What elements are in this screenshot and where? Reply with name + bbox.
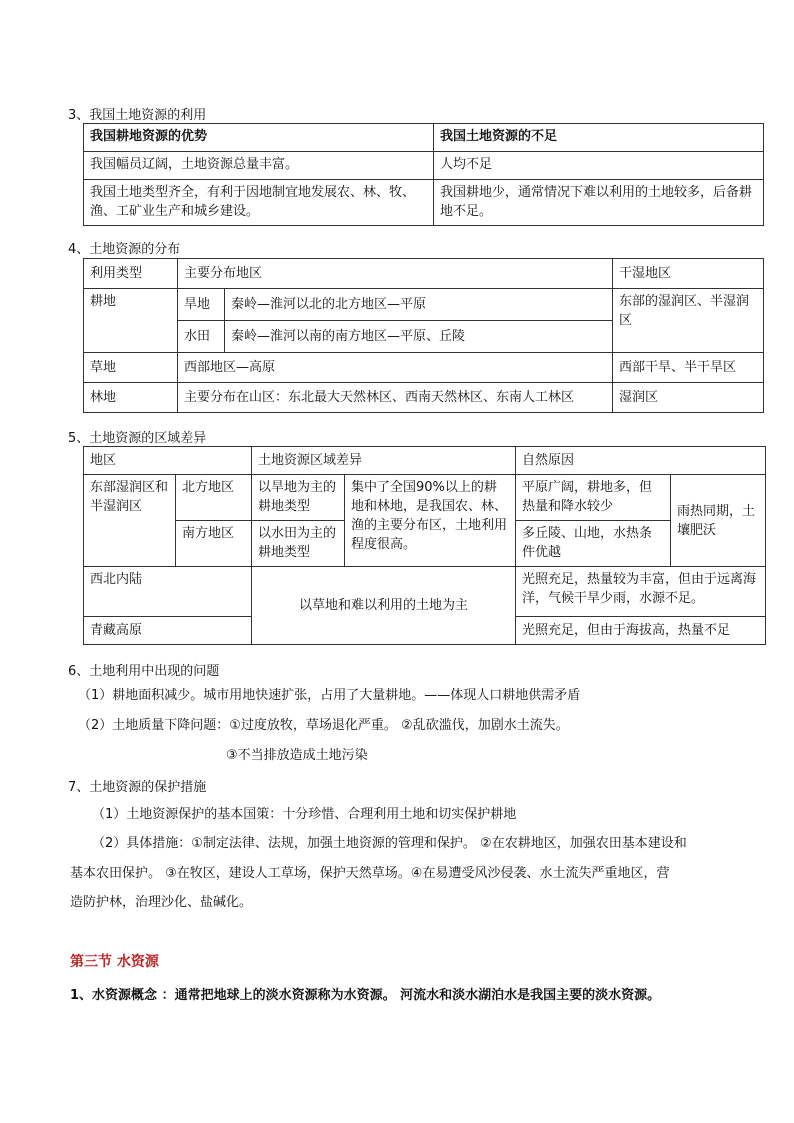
advantage-2: 我国土地类型齐全，有利于因地制宜地发展农、林、牧、渔、工矿业生产和城乡建设。: [84, 180, 434, 226]
shortage-1: 人均不足: [434, 152, 764, 180]
south-region: 南方地区: [176, 521, 252, 567]
north-land-type: 以旱地为主的耕地类型: [252, 475, 345, 521]
north-reason: 平原广阔，耕地多，但热量和降水较少: [516, 475, 671, 521]
west-land-difference: 以草地和难以利用的土地为主: [252, 567, 516, 645]
advantage-1: 我国幅员辽阔，土地资源总量丰富。: [84, 152, 434, 180]
shortage-2: 我国耕地少，通常情况下难以利用的土地较多，后备耕地不足。: [434, 180, 764, 226]
section5-heading: 5、土地资源的区域差异: [68, 431, 207, 446]
northwest-region: 西北内陆: [84, 567, 252, 617]
grassland-moisture: 西部干旱、半干旱区: [613, 353, 764, 383]
moisture-header: 干湿地区: [613, 259, 764, 289]
shortage-header: 我国土地资源的不足: [434, 124, 764, 152]
forest-label: 林地: [84, 383, 178, 413]
water-resource-concept: 1、水资源概念 ：通常把地球上的淡水资源称为水资源。 河流水和淡水湖泊水是我国主要的淡水资源。: [70, 988, 661, 1003]
east-region: 东部湿润区和半湿润区: [84, 475, 176, 567]
water-section-title: 第三节 水资源: [70, 954, 159, 970]
forest-area: 主要分布在山区：东北最大天然林区、西南天然林区、东南人工林区: [178, 383, 613, 413]
dryland-area: 秦岭—淮河以北的北方地区—平原: [225, 289, 613, 321]
type-header: 利用类型: [84, 259, 178, 289]
south-land-type: 以水田为主的耕地类型: [252, 521, 345, 567]
difference-header: 土地资源区域差异: [252, 447, 516, 475]
problem-1: （1）耕地面积减少。城市用地快速扩张，占用了大量耕地。——体现人口耕地供需矛盾: [78, 688, 581, 703]
east-shared-reason: 雨热同期，土壤肥沃: [671, 475, 766, 567]
protection-policy: （1）土地资源保护的基本国策：十分珍惜、合理利用土地和切实保护耕地: [92, 807, 517, 822]
region-header: 地区: [84, 447, 252, 475]
land-distribution-table: [83, 258, 764, 413]
advantage-header: 我国耕地资源的优势: [84, 124, 434, 152]
problem-2: （2）土地质量下降问题：①过度放牧，草场退化严重。 ②乱砍滥伐，加剧水土流失。: [78, 718, 569, 733]
protection-measures-1: （2）具体措施：①制定法律、法规，加强土地资源的管理和保护。 ②在农耕地区，加强农田基本建设和: [92, 836, 687, 851]
protection-measures-3: 造防护林，治理沙化、盐碱化。: [70, 895, 253, 910]
paddy-label: 水田: [178, 321, 225, 353]
grassland-label: 草地: [84, 353, 178, 383]
tibet-reason: 光照充足，但由于海拔高，热量不足: [516, 617, 766, 645]
forest-moisture: 湿润区: [613, 383, 764, 413]
south-reason: 多丘陵、山地，水热条件优越: [516, 521, 671, 567]
cropland-label: 耕地: [84, 289, 178, 353]
cropland-moisture: 东部的湿润区、半湿润区: [613, 289, 764, 353]
northwest-reason: 光照充足，热量较为丰富，但由于远离海洋，气候干旱少雨，水源不足。: [516, 567, 766, 617]
problem-3: ③不当排放造成土地污染: [226, 748, 368, 763]
section3-heading: 3、我国土地资源的利用: [68, 108, 207, 123]
north-region: 北方地区: [176, 475, 252, 521]
section7-heading: 7、土地资源的保护措施: [68, 780, 207, 795]
section6-heading: 6、土地利用中出现的问题: [68, 664, 220, 679]
area-header: 主要分布地区: [178, 259, 613, 289]
regional-difference-table: [83, 446, 766, 645]
grassland-area: 西部地区—高原: [178, 353, 613, 383]
section4-heading: 4、土地资源的分布: [68, 242, 181, 257]
land-use-table: [83, 123, 764, 226]
protection-measures-2: 基本农田保护。 ③在牧区，建设人工草场，保护天然草场。④在易遭受风沙侵袭、水土流失严重地区，营: [70, 866, 670, 881]
tibet-region: 青藏高原: [84, 617, 252, 645]
paddy-area: 秦岭—淮河以南的南方地区—平原、丘陵: [225, 321, 613, 353]
dryland-label: 旱地: [178, 289, 225, 321]
east-land-description: 集中了全国90%以上的耕地和林地，是我国农、林、渔的主要分布区，土地利用程度很高。: [345, 475, 516, 567]
reason-header: 自然原因: [516, 447, 766, 475]
